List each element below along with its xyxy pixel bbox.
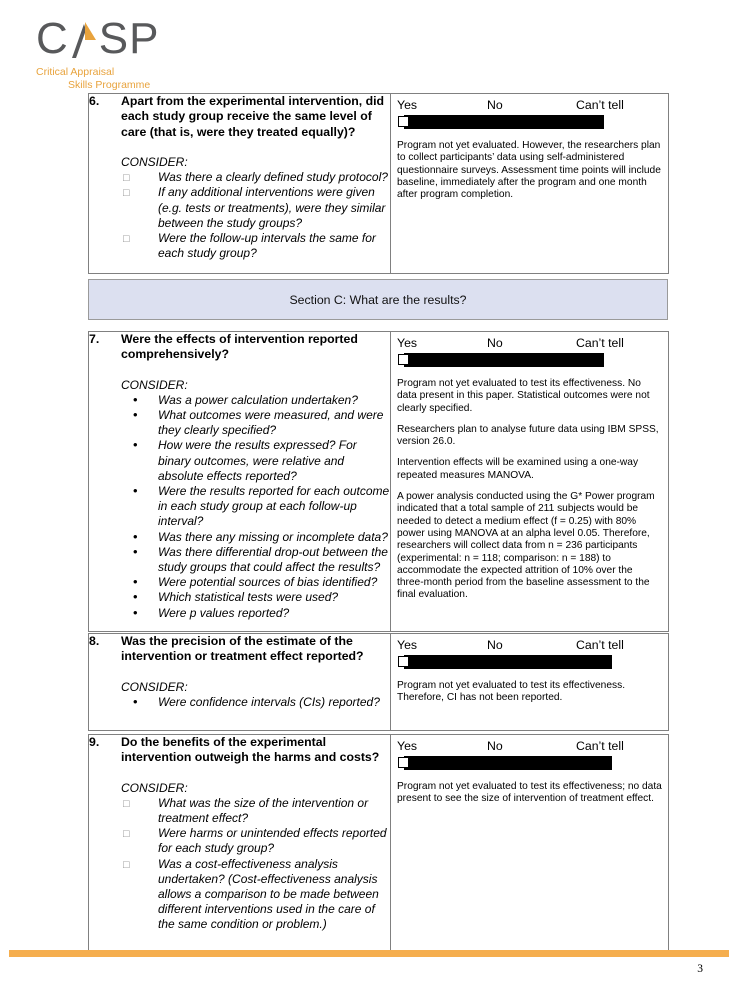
page-number: 3 [697, 963, 703, 975]
logo-tagline-line1: Critical Appraisal [36, 66, 115, 78]
question-7-number: 7. [89, 332, 100, 346]
question-7-answer-cell [391, 332, 669, 632]
bullet-icon: • [133, 437, 138, 453]
list-item-label: Were the results reported for each outcome in each study group at each follow-up interval? [158, 484, 390, 529]
option-cant-tell-label: Can’t tell [576, 739, 624, 753]
answer-options-row [397, 638, 662, 654]
option-cant-tell-label: Can’t tell [576, 638, 624, 652]
list-item-label: What outcomes were measured, and were they clearly specified? [158, 408, 384, 438]
list-item [121, 438, 390, 484]
checkbox-icon[interactable]: □ [123, 858, 130, 871]
checkbox-icon[interactable]: □ [123, 797, 130, 810]
question-6-answer-selection[interactable] [397, 115, 662, 131]
question-8-consider-list [121, 695, 390, 710]
answer-options-row [397, 98, 662, 114]
table-row [89, 332, 669, 632]
checkbox-icon[interactable]: □ [123, 187, 130, 200]
option-no-label: No [487, 98, 503, 112]
option-cant-tell-label: Can’t tell [576, 336, 624, 350]
list-item-label: Was there a clearly defined study protocol? [158, 170, 388, 185]
section-c-label: Section C: What are the results? [289, 292, 467, 307]
list-item-label: Which statistical tests were used? [158, 590, 339, 605]
question-8-table [88, 633, 669, 731]
logo-wordmark [36, 16, 236, 64]
option-cant-tell-label: Can’t tell [576, 98, 624, 112]
checkbox-icon[interactable]: □ [123, 172, 130, 185]
logo-letter-a-arrow-icon [69, 16, 99, 62]
option-yes-label: Yes [397, 98, 418, 112]
question-7-content [121, 332, 390, 631]
question-7-consider-list [121, 393, 390, 621]
checkbox-icon[interactable] [398, 116, 409, 127]
list-item-label: Was there any missing or incomplete data? [158, 529, 388, 544]
checkbox-icon[interactable]: □ [123, 828, 130, 841]
question-6-number: 6. [89, 94, 100, 108]
list-item [121, 545, 390, 575]
question-8-answer-selection[interactable] [397, 655, 662, 671]
question-7-consider-label: CONSIDER: [121, 377, 188, 392]
question-9-table [88, 734, 669, 952]
question-6-prompt-cell [89, 94, 391, 274]
answer-options-row [397, 739, 662, 755]
list-item [121, 530, 390, 545]
list-item-label: Were p values reported? [158, 605, 290, 620]
table-row [89, 94, 669, 274]
logo-letter-p: P [129, 14, 160, 63]
list-item-label: Was there differential drop-out between the study groups that could affect the results? [158, 544, 388, 575]
answer-paragraph: Program not yet evaluated. However, the researchers plan to collect participants’ data using self-administered questionnaire surveys. Assessment time points will include baseline, immediately after the program and one month after program completion. [397, 140, 661, 201]
bullet-icon: • [133, 407, 138, 423]
list-item [121, 231, 390, 261]
option-no-label: No [487, 336, 503, 350]
question-6-consider-label: CONSIDER: [121, 155, 188, 170]
answer-paragraph: A power analysis conducted using the G* Power program indicated that a total sample of 211 subjects would be needed to detect a medium effect (f = 0.25) with 80% power using MANOVA at an alpha level 0.05. Therefore, researchers will collect data from n = 236 participants (experimental: n = 118; comparison: n = 188) to accommodate the expected attrition of 10% over the three-month period from the baseline assessment to the final evaluation. [397, 491, 655, 601]
table-row [89, 634, 669, 731]
list-item-label: Was a power calculation undertaken? [158, 392, 358, 407]
question-8-answer-notes [397, 680, 662, 705]
list-item-label: Were harms or unintended effects reported for each study group? [158, 826, 387, 856]
question-8-consider-label: CONSIDER: [121, 679, 188, 694]
checkbox-icon[interactable] [398, 354, 409, 365]
question-8-title: Was the precision of the estimate of the intervention or treatment effect reported? [121, 634, 364, 664]
table-row [89, 735, 669, 952]
list-item [121, 185, 390, 231]
redaction-bar [404, 115, 604, 129]
answer-paragraph: Program not yet evaluated to test its effectiveness. Therefore, CI has not been reported. [397, 680, 626, 704]
logo-letter-c: C [36, 14, 69, 63]
answer-paragraph: Intervention effects will be examined using a one-way repeated measures MANOVA. [397, 457, 639, 481]
question-8-number: 8. [89, 634, 100, 648]
checkbox-icon[interactable] [398, 757, 409, 768]
list-item [121, 796, 390, 826]
bullet-icon: • [133, 693, 138, 709]
question-9-answer-notes [397, 781, 662, 806]
question-9-answer-selection[interactable] [397, 756, 662, 772]
option-no-label: No [487, 739, 503, 753]
casp-logo [36, 14, 236, 91]
question-6-answer-notes [397, 140, 662, 201]
list-item [121, 826, 390, 856]
question-8-prompt-cell [89, 634, 391, 731]
bullet-icon: • [133, 543, 138, 559]
list-item [121, 606, 390, 621]
question-9-answer-cell [391, 735, 669, 952]
list-item-label: Were potential sources of bias identified? [158, 575, 378, 590]
question-6-content [121, 94, 390, 273]
question-6-consider-list [121, 170, 390, 261]
question-9-prompt-cell [89, 735, 391, 952]
list-item [121, 695, 390, 710]
option-yes-label: Yes [397, 336, 418, 350]
redaction-bar [404, 655, 612, 669]
question-6-title: Apart from the experimental intervention, did each study group receive the same level of care (that is, were they treated equally)? [121, 94, 385, 139]
list-item-label: How were the results expressed? For binary outcomes, were relative and absolute effects reported? [158, 438, 357, 483]
option-yes-label: Yes [397, 739, 418, 753]
list-item-label: What was the size of the intervention or treatment effect? [158, 795, 369, 826]
question-9-content [121, 735, 390, 951]
list-item [121, 484, 390, 530]
checkbox-icon[interactable] [398, 656, 409, 667]
question-9-consider-list [121, 796, 390, 933]
list-item-label: Were confidence intervals (CIs) reported? [158, 694, 380, 709]
list-item-label: Were the follow-up intervals the same for each study group? [158, 231, 376, 261]
list-item [121, 857, 390, 933]
list-item [121, 590, 390, 605]
section-c-banner [88, 279, 668, 320]
logo-letter-s: S [98, 14, 130, 63]
list-item-label: If any additional interventions were given (e.g. tests or treatments), were they similar between the study groups? [158, 185, 386, 230]
question-7-title: Were the effects of intervention reported comprehensively? [121, 332, 358, 362]
question-7-answer-notes [397, 378, 662, 602]
answer-paragraph: Researchers plan to analyse future data using IBM SPSS, version 26.0. [397, 423, 659, 448]
answer-options-row [397, 336, 662, 352]
redaction-bar [404, 353, 604, 367]
list-item [121, 575, 390, 590]
bullet-icon: • [133, 589, 138, 605]
question-7-table [88, 331, 669, 632]
footer-accent-bar [9, 950, 729, 957]
redaction-bar [404, 756, 612, 770]
list-item [121, 170, 390, 185]
question-7-answer-selection[interactable] [397, 353, 662, 369]
question-8-content [121, 634, 390, 730]
logo-tagline-line2: Skills Programme [68, 79, 151, 91]
bullet-icon: • [133, 574, 138, 590]
answer-paragraph: Program not yet evaluated to test its effectiveness; no data present to see the size of intervention of treatment effect. [397, 781, 662, 805]
question-6-table [88, 93, 669, 274]
question-6-answer-cell [391, 94, 669, 274]
checkbox-icon[interactable]: □ [123, 233, 130, 246]
bullet-icon: • [133, 391, 138, 407]
list-item [121, 393, 390, 408]
bullet-icon: • [133, 483, 138, 499]
logo-tagline [36, 66, 236, 92]
list-item-label: Was a cost-effectiveness analysis undertaken? (Cost-effectiveness analysis allows a comparison to be made between different interventions used in the care of the same condition or problem.) [158, 856, 379, 932]
option-yes-label: Yes [397, 638, 418, 652]
question-9-consider-label: CONSIDER: [121, 780, 188, 795]
question-9-number: 9. [89, 735, 100, 749]
bullet-icon: • [133, 528, 138, 544]
list-item [121, 408, 390, 438]
answer-paragraph: Program not yet evaluated to test its effectiveness. No data present in this paper. Statistical outcomes were not clearly specified. [397, 378, 650, 414]
question-8-answer-cell [391, 634, 669, 731]
bullet-icon: • [133, 604, 138, 620]
option-no-label: No [487, 638, 503, 652]
question-7-prompt-cell [89, 332, 391, 632]
question-9-title: Do the benefits of the experimental intervention outweigh the harms and costs? [121, 735, 380, 765]
